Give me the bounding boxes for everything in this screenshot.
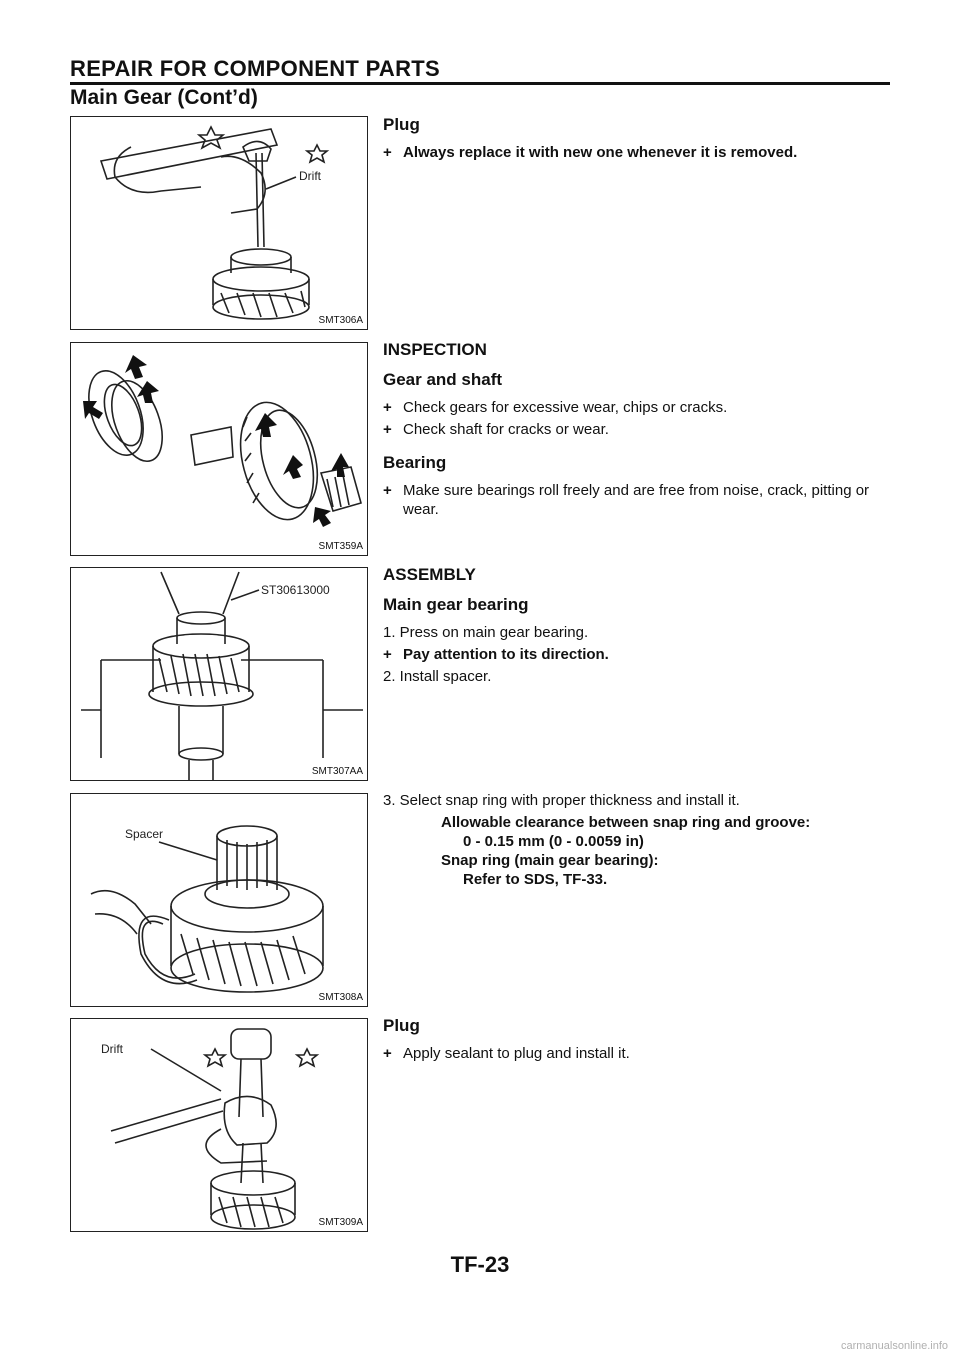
bullet-marker: + [383,144,392,161]
drift-plug-removal-illustration [71,117,368,330]
bullet-text: Always replace it with new one whenever it is removed. [403,144,798,161]
page-number: TF-23 [450,1252,510,1277]
watermark-text: carmanualsonline.info [840,1340,948,1352]
bearing-heading: Bearing [383,453,447,472]
bullet-text: Check gears for excessive wear, chips or cracks. [403,399,728,416]
inspection-section [383,340,888,522]
header-rule [70,82,890,85]
section-subtitle: Main Gear (Cont’d) [70,86,258,109]
bullet-text: Check shaft for cracks or wear. [403,421,609,438]
assembly-heading: ASSEMBLY [383,565,476,584]
step-3: 3. Select snap ring with proper thickness and install it. [383,792,740,809]
drift-plug-install-illustration [71,1019,368,1232]
main-gear-bearing-heading: Main gear bearing [383,595,529,614]
figure-smt359a [70,342,368,556]
plug-removal-section [383,115,888,165]
inspection-heading: INSPECTION [383,340,487,359]
shaft-check-bullet [383,420,888,439]
bearing-gear-inspection-illustration [71,343,368,556]
figure-smt309a [70,1018,368,1232]
step-1: 1. Press on main gear bearing. [383,624,589,641]
figure-label: SMT309A [318,1217,363,1228]
bullet-text: Make sure bearings roll freely and are free from noise, crack, pitting or wear. [403,482,870,518]
figure-label: SMT308A [318,992,363,1003]
plug-replace-bullet [383,143,888,162]
bullet-marker: + [383,482,392,499]
sealant-bullet [383,1044,888,1063]
snap-ring-reference: Refer to SDS, TF-33. [463,871,608,888]
snap-ring-install-illustration [71,794,368,1007]
gear-check-bullet [383,398,888,417]
bullet-text: Apply sealant to plug and install it. [403,1045,630,1062]
press-bearing-illustration [71,568,368,781]
assembly-section [383,565,888,689]
figure-label: SMT307AA [311,766,363,777]
figure-smt308a [70,793,368,1007]
plug-heading: Plug [383,1016,420,1035]
direction-bullet [383,645,888,664]
snap-ring-section [383,791,888,889]
drift-callout: Drift [101,1042,123,1056]
drift-callout: Drift [299,169,321,183]
bullet-marker: + [383,399,392,416]
step-2: 2. Install spacer. [383,668,492,685]
bullet-text: Pay attention to its direction. [403,646,609,663]
clearance-spec-label: Allowable clearance between snap ring and groove: [441,814,811,831]
figure-label: SMT306A [318,315,363,326]
spacer-callout: Spacer [125,827,164,841]
section-title: REPAIR FOR COMPONENT PARTS [70,56,440,81]
figure-smt307aa [70,567,368,781]
plug-install-section [383,1016,888,1066]
bearing-check-bullet [383,481,888,519]
figure-smt306a [70,116,368,330]
plug-heading: Plug [383,115,420,134]
tool-callout: ST30613000 [261,583,330,597]
bullet-marker: + [383,1045,392,1062]
snap-ring-label: Snap ring (main gear bearing): [441,852,659,869]
bullet-marker: + [383,646,392,663]
clearance-spec-value: 0 - 0.15 mm (0 - 0.0059 in) [463,833,644,850]
figure-label: SMT359A [318,541,363,552]
bullet-marker: + [383,421,392,438]
gear-shaft-heading: Gear and shaft [383,370,503,389]
